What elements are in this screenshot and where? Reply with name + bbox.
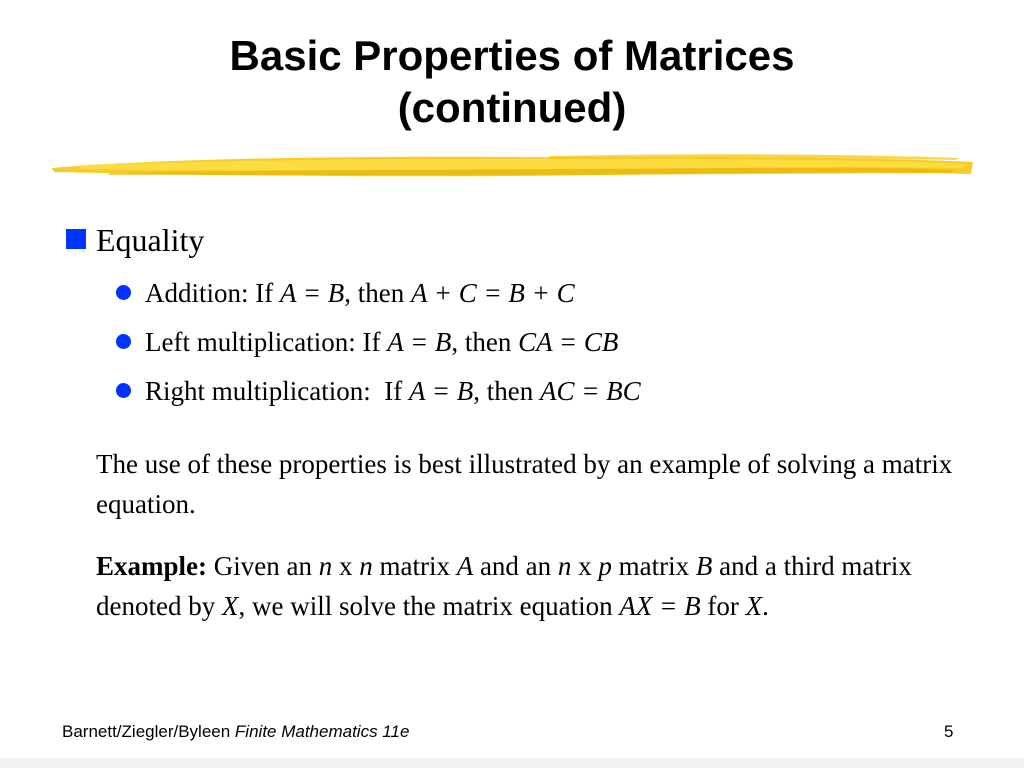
heading-equality <box>66 222 204 259</box>
slide-title <box>0 30 1024 134</box>
bullet-text: , then <box>451 327 519 357</box>
equation: CA = CB <box>518 327 619 357</box>
example-text: matrix <box>372 551 457 581</box>
example-var: n <box>318 551 333 581</box>
example-text: x <box>332 551 360 581</box>
bottom-strip <box>0 758 1024 768</box>
example-var: n <box>557 551 572 581</box>
title-line-1: Basic Properties of Matrices <box>229 32 795 79</box>
heading-text: Equality <box>96 222 205 258</box>
bullet-left-multiplication <box>116 327 618 358</box>
example-var: A <box>456 551 474 581</box>
example-text: matrix <box>611 551 696 581</box>
example-paragraph <box>96 546 976 626</box>
example-text: Given an <box>207 551 319 581</box>
example-var: B <box>695 551 713 581</box>
square-bullet-icon <box>66 229 86 249</box>
example-equation: AX = B <box>619 591 701 621</box>
brush-stroke-divider <box>50 148 975 184</box>
bullet-right-multiplication <box>116 376 641 407</box>
bullet-label: Left multiplication: If <box>145 327 388 357</box>
example-text: for <box>700 591 746 621</box>
equation: AC = BC <box>539 376 641 406</box>
example-label: Example: <box>96 551 207 581</box>
round-bullet-icon <box>116 285 131 300</box>
example-var: n <box>359 551 373 581</box>
example-text: and a third matrix denoted by <box>96 551 912 621</box>
example-text: x <box>571 551 599 581</box>
bullet-label: Addition: If <box>145 278 280 308</box>
footer-citation <box>62 722 409 742</box>
example-text: and an <box>473 551 558 581</box>
bullet-label: Right multiplication: If <box>145 376 409 406</box>
equation: A = B <box>280 278 345 308</box>
equation: A + C = B + C <box>410 278 575 308</box>
round-bullet-icon <box>116 334 131 349</box>
footer-authors: Barnett/Ziegler/Byleen <box>62 722 235 741</box>
example-var: p <box>598 551 612 581</box>
footer-book-title: Finite Mathematics 11e <box>234 722 410 741</box>
example-text: , we will solve the matrix equation <box>238 591 620 621</box>
example-text: . <box>762 591 769 621</box>
bullet-addition <box>116 278 575 309</box>
example-var: X <box>745 591 763 621</box>
bullet-text: , then <box>344 278 411 308</box>
example-var: X <box>221 591 239 621</box>
equation: A = B <box>387 327 452 357</box>
equation: A = B <box>408 376 474 406</box>
page-number: 5 <box>944 722 954 741</box>
bullet-text: , then <box>473 376 540 406</box>
round-bullet-icon <box>116 383 131 398</box>
title-line-2: (continued) <box>397 84 627 131</box>
explanation-paragraph: The use of these properties is best illustrated by an example of solving a matrix equation. <box>96 449 953 519</box>
